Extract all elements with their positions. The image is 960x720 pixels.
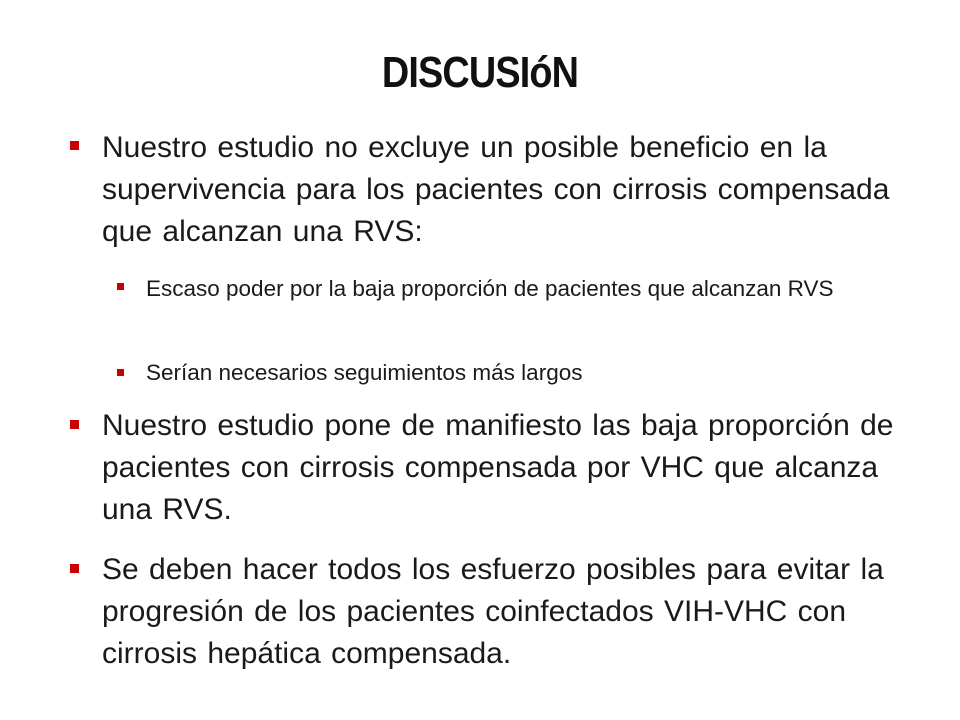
sub-bullet-square-icon: [117, 283, 124, 290]
bullet-text-1: Nuestro estudio no excluye un posible beneficio en la supervivencia para los pacientes con cirrosis compensada que alcanzan una RVS:: [102, 131, 890, 248]
sub-bullet-text-2: Serían necesarios seguimientos más largos: [146, 360, 583, 385]
slide-title: DISCUSIóN: [381, 48, 579, 97]
bullet-square-icon: [70, 141, 79, 150]
bullet-square-icon: [70, 564, 79, 573]
bullet-text-3: Se deben hacer todos los esfuerzo posibles para evitar la progresión de los pacientes coinfectados VIH-VHC con cirrosis hepática compensada.: [102, 553, 884, 670]
bullet-text-2: Nuestro estudio pone de manifiesto las baja proporción de pacientes con cirrosis compensada por VHC que alcanza una RVS.: [102, 409, 894, 526]
sub-bullet-square-icon: [117, 369, 124, 376]
bullet-square-icon: [70, 420, 79, 429]
sub-bullet-text-1: Escaso poder por la baja proporción de pacientes que alcanzan RVS: [146, 276, 834, 301]
